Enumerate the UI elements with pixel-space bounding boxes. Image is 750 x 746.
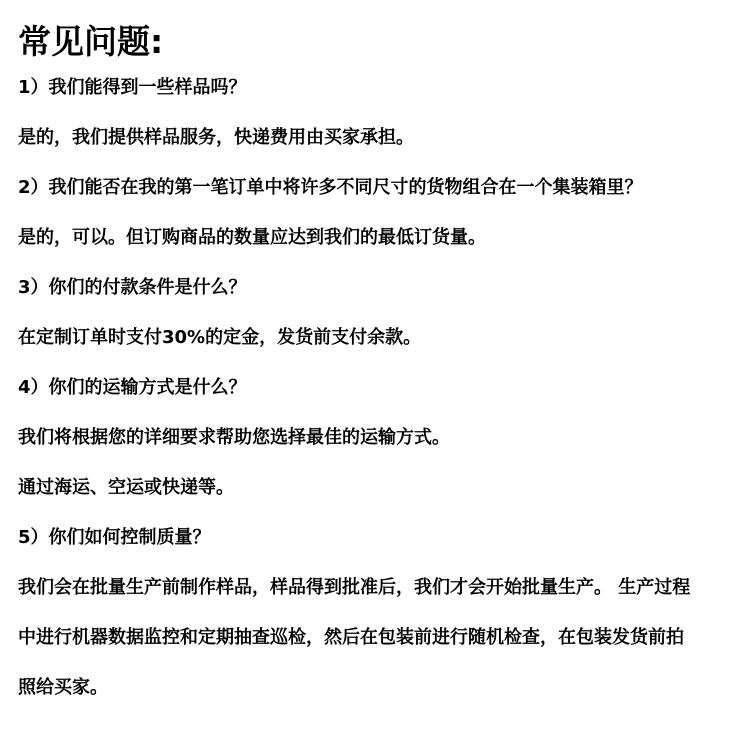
faq-answer-1: 是的，我们提供样品服务，快递费用由买家承担。: [18, 127, 414, 148]
faq-question-4: 4）你们的运输方式是什么？: [18, 377, 247, 398]
faq-question-3: 3）你们的付款条件是什么？: [18, 277, 247, 298]
faq-answer-5-line-3: 照给买家。: [18, 677, 108, 698]
faq-answer-4: 我们将根据您的详细要求帮助您选择最佳的运输方式。: [18, 427, 450, 448]
page-title: 常见问题:: [18, 22, 164, 61]
faq-answer-2: 是的，可以。但订购商品的数量应达到我们的最低订货量。: [18, 227, 486, 248]
faq-question-1: 1）我们能得到一些样品吗？: [18, 77, 247, 98]
faq-answer-3: 在定制订单时支付30%的定金，发货前支付余款。: [18, 327, 422, 348]
faq-question-5: 5）你们如何控制质量？: [18, 527, 211, 548]
faq-answer-4-continued: 通过海运、空运或快递等。: [18, 477, 234, 498]
faq-question-2: 2）我们能否在我的第一笔订单中将许多不同尺寸的货物组合在一个集装箱里？: [18, 177, 643, 198]
faq-answer-5-line-1: 我们会在批量生产前制作样品，样品得到批准后，我们才会开始批量生产。 生产过程: [18, 577, 691, 598]
faq-answer-5-line-2: 中进行机器数据监控和定期抽查巡检，然后在包装前进行随机检查，在包装发货前拍: [18, 627, 684, 648]
